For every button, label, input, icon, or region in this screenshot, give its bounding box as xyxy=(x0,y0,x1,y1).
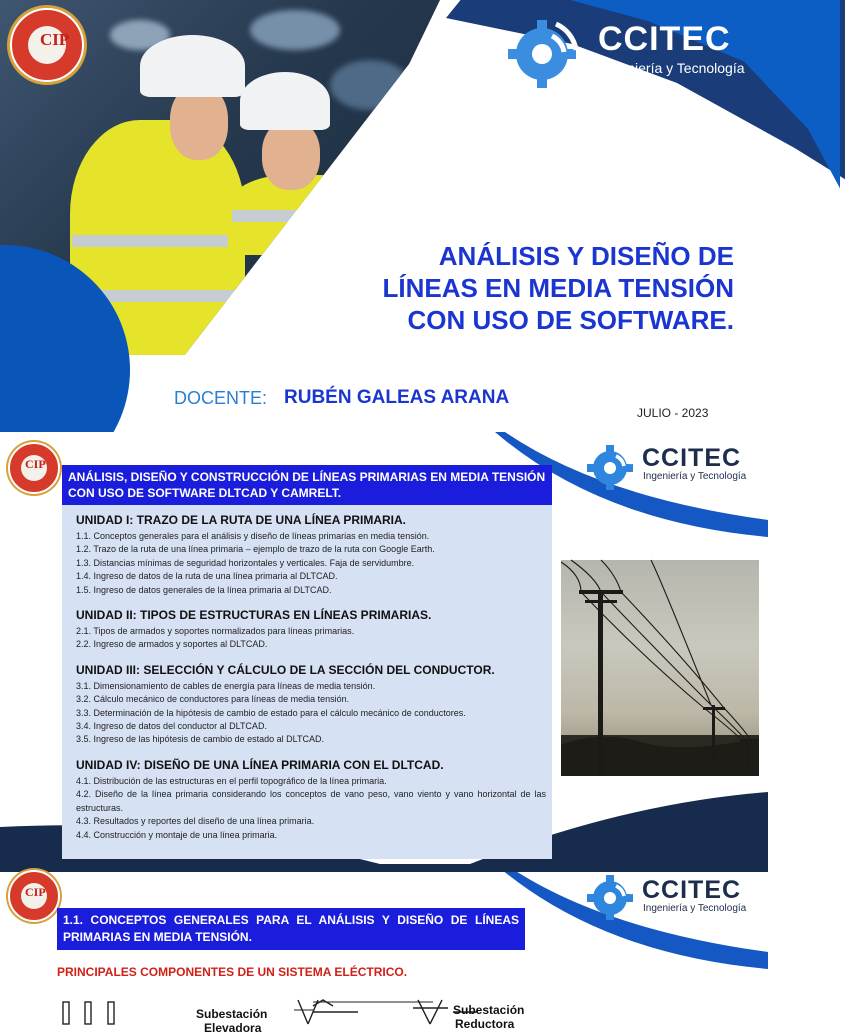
brand-tagline: Ingeniería y Tecnología xyxy=(600,60,745,76)
presentation-title xyxy=(382,240,734,336)
docente-label: DOCENTE: xyxy=(174,388,268,408)
unit-item: 1.3. Distancias mínimas de seguridad horizontales y verticales. Faja de servidumbre. xyxy=(76,557,415,568)
unit-item: 3.5. Ingreso de las hipótesis de cambio de estado al DLTCAD. xyxy=(76,734,324,745)
college-seal-logo: CIP xyxy=(8,870,60,922)
unit-item: 4.1. Distribución de las estructuras en el perfil topográfico de la línea primaria. xyxy=(76,775,387,786)
unit-item: 4.2. Diseño de la línea primaria considerando los conceptos de vano peso, vano viento y vano horizontal de las estructuras. xyxy=(76,789,546,813)
presentation-date: JULIO - 2023 xyxy=(637,406,709,420)
unit-item: 2.2. Ingreso de armados y soportes al DLTCAD. xyxy=(76,639,268,650)
unit-item: 1.1. Conceptos generales para el análisis y diseño de líneas primarias en media tensión. xyxy=(76,531,430,541)
power-lines-photo xyxy=(561,560,759,776)
concepts-slide xyxy=(0,864,768,1035)
course-title: ANÁLISIS, DISEÑO Y CONSTRUCCIÓN DE LÍNEAS PRIMARIAS EN MEDIA TENSIÓN CON USO DE SOFTWARE DLTCAD Y CAMRELT. xyxy=(62,465,552,505)
unit-item: 1.5. Ingreso de datos generales de la línea primaria al DLTCAD. xyxy=(76,584,332,595)
syllabus-box xyxy=(62,505,552,859)
unit-item: 1.4. Ingreso de datos de la ruta de una línea primaria al DLTCAD. xyxy=(76,571,338,582)
gear-wifi-icon xyxy=(584,438,640,490)
unit-title: UNIDAD III: SELECCIÓN Y CÁLCULO DE LA SECCIÓN DEL CONDUCTOR. xyxy=(76,662,495,677)
title-line-3: CON USO DE SOFTWARE. xyxy=(407,305,734,335)
gear-wifi-icon xyxy=(504,10,590,90)
brand-tagline: Ingeniería y Tecnología xyxy=(643,903,747,914)
section-subtitle: PRINCIPALES COMPONENTES DE UN SISTEMA ELÉCTRICO. xyxy=(57,965,408,979)
unit-item: 3.4. Ingreso de datos del conductor al DLTCAD. xyxy=(76,721,267,732)
docente-name: RUBÉN GALEAS ARANA xyxy=(284,387,510,408)
unit-title: UNIDAD II: TIPOS DE ESTRUCTURAS EN LÍNEAS PRIMARIAS. xyxy=(76,608,432,623)
unit-item: 4.3. Resultados y reportes del diseño de una línea primaria. xyxy=(76,816,315,827)
unit-item: 3.3. Determinación de la hipótesis de cambio de estado para el cálculo mecánico de conductores. xyxy=(76,707,466,718)
brand-name: CCITEC xyxy=(642,444,742,472)
title-line-2: LÍNEAS EN MEDIA TENSIÓN xyxy=(382,273,734,303)
college-seal-logo: CIP xyxy=(8,442,60,494)
section-title: 1.1. CONCEPTOS GENERALES PARA EL ANÁLISIS Y DISEÑO DE LÍNEAS PRIMARIAS EN MEDIA TENSIÓN. xyxy=(57,908,525,950)
gear-wifi-icon xyxy=(584,868,640,920)
brand-tagline: Ingeniería y Tecnología xyxy=(643,471,747,482)
diagram-label: Subestación xyxy=(196,1007,268,1021)
diagram-label: Reductora xyxy=(455,1017,515,1031)
unit-title: UNIDAD IV: DISEÑO DE UNA LÍNEA PRIMARIA CON EL DLTCAD. xyxy=(76,757,444,772)
unit-item: 1.2. Trazo de la ruta de una línea primaria – ejemplo de trazo de la ruta con Google Earth. xyxy=(76,544,435,555)
unit-item: 3.2. Cálculo mecánico de conductores para líneas de media tensión. xyxy=(76,694,350,705)
college-seal-logo: CIP xyxy=(10,8,84,82)
title-slide xyxy=(0,0,768,432)
brand-name: CCITEC xyxy=(642,876,742,904)
diagram-label: Elevadora xyxy=(204,1021,262,1035)
unit-title: UNIDAD I: TRAZO DE LA RUTA DE UNA LÍNEA PRIMARIA. xyxy=(76,513,406,527)
diagram-label: Subestación xyxy=(453,1003,525,1017)
unit-item: 4.4. Construcción y montaje de una línea primaria. xyxy=(76,829,278,840)
syllabus-slide xyxy=(0,432,768,864)
title-line-1: ANÁLISIS Y DISEÑO DE xyxy=(438,241,734,271)
brand-name: CCITEC xyxy=(598,20,731,58)
unit-item: 2.1. Tipos de armados y soportes normalizados para líneas primarias. xyxy=(76,626,355,637)
unit-item: 3.1. Dimensionamiento de cables de energía para líneas de media tensión. xyxy=(76,680,376,691)
